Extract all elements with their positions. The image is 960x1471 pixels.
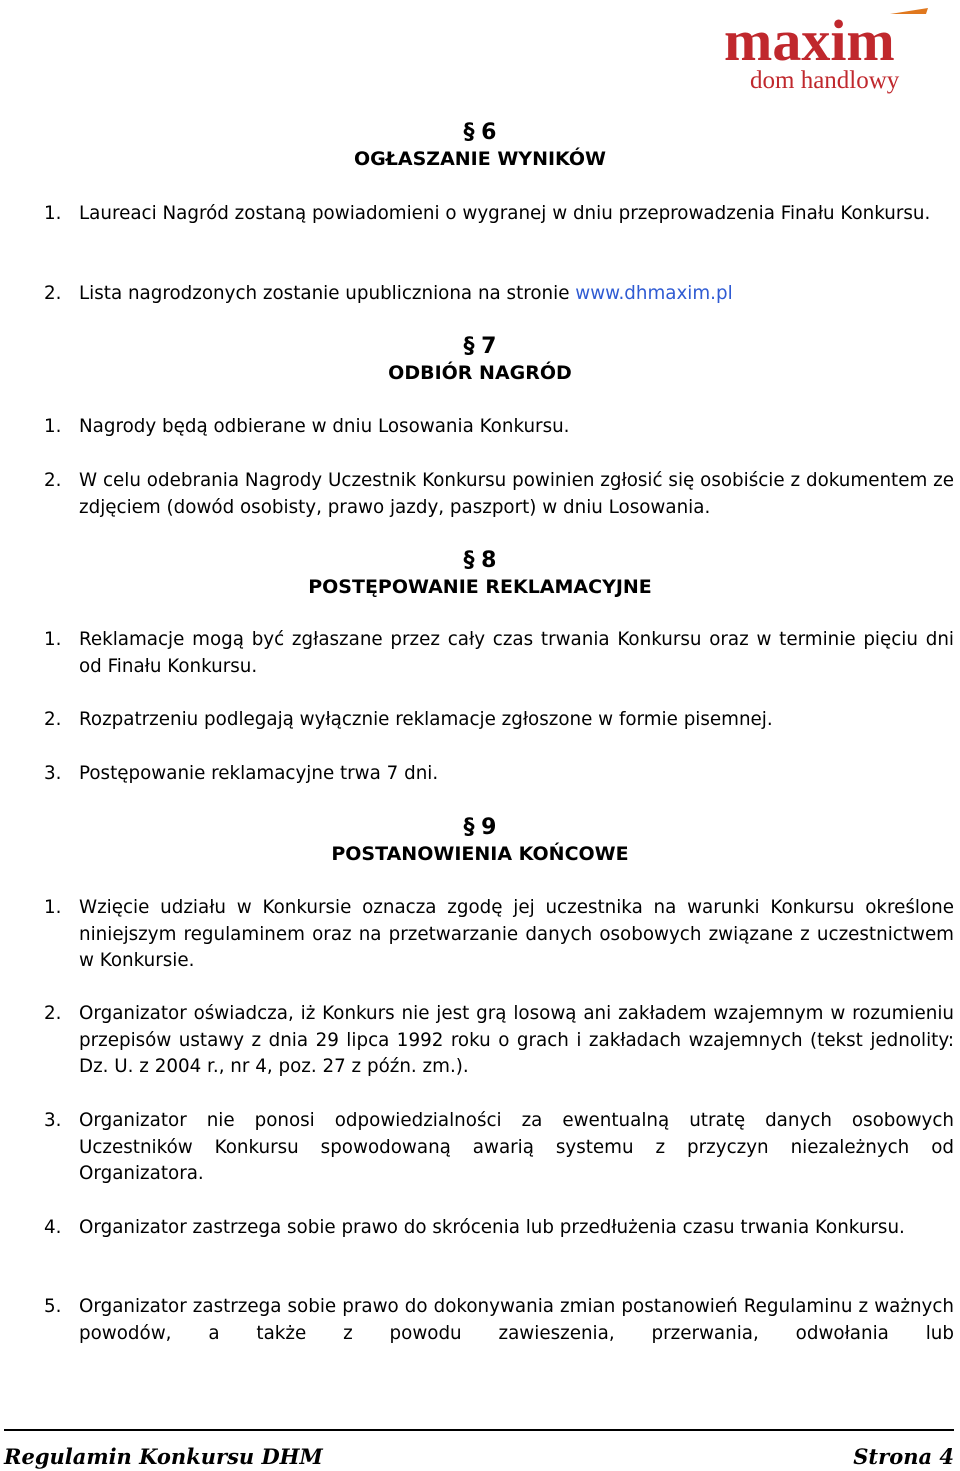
list-item-text: W celu odebrania Nagrody Uczestnik Konkursu powinien zgłosić się osobiście z dokumentem ze zdjęciem (dowód osobisty, prawo jazdy, paszport) w dniu Losowania.	[79, 470, 954, 518]
list-item-text: Organizator nie ponosi odpowiedzialności za ewentualną utratę danych osobowych Uczestników Konkursu spowodowaną awarią systemu z przyczyn niezależnych od Organizatora.	[79, 1110, 954, 1184]
footer-document-title: Regulamin Konkursu DHM	[4, 1444, 323, 1469]
logo-brand-text: maxim	[724, 8, 895, 73]
logo-tagline-text: dom handlowy	[750, 67, 900, 94]
list-item-text: Wzięcie udziału w Konkursie oznacza zgodę jej uczestnika na warunki Konkursu określone niniejszym regulaminem oraz na przetwarzanie danych osobowych związane z uczestnictwem w Konkursie.	[79, 897, 954, 971]
section-6-heading	[44, 120, 916, 172]
logo-accent-swoosh	[890, 8, 928, 14]
list-item-text: Nagrody będą odbierane w dniu Losowania Konkursu.	[79, 416, 570, 437]
list-item-text: Postępowanie reklamacyjne trwa 7 dni.	[79, 763, 439, 784]
section-title: ODBIÓR NAGRÓD	[388, 362, 572, 384]
paragraph-symbol: §	[463, 548, 475, 573]
section-title: OGŁASZANIE WYNIKÓW	[353, 148, 607, 170]
footer-page-number: Strona 4	[853, 1444, 954, 1469]
section-title: POSTANOWIENIA KOŃCOWE	[331, 843, 629, 865]
maxim-logo-graphic	[722, 8, 954, 94]
footer-divider	[4, 1429, 954, 1431]
maxim-logo	[722, 8, 954, 94]
list-item-text: Lista nagrodzonych zostanie upubliczniona na stronie www.dhmaxim.pl	[79, 283, 733, 304]
section-8-heading	[44, 548, 916, 600]
section-number: 8	[481, 548, 497, 573]
section-number: 6	[481, 120, 497, 145]
paragraph-symbol: §	[463, 334, 475, 359]
list-item-text: Rozpatrzeniu podlegają wyłącznie reklamacje zgłoszone w formie pisemnej.	[79, 709, 773, 730]
section-number: 7	[481, 334, 497, 359]
list-item-text: Organizator zastrzega sobie prawo do dokonywania zmian postanowień Regulaminu z ważnych powodów, a także z powodu zawieszenia, przerwania, odwołania lub	[79, 1296, 954, 1344]
list-item-text: Organizator zastrzega sobie prawo do skrócenia lub przedłużenia czasu trwania Konkursu.	[79, 1217, 905, 1238]
list-item-text: Organizator oświadcza, iż Konkurs nie jest grą losową ani zakładem wzajemnym w rozumieniu przepisów ustawy z dnia 29 lipca 1992 roku o grach i zakładach wzajemnych (tekst jednolity: Dz. U. z 2004 r., nr 4, poz. 27 z późn. zm.).	[79, 1003, 954, 1077]
paragraph-symbol: §	[463, 815, 475, 840]
section-title: POSTĘPOWANIE REKLAMACYJNE	[308, 576, 652, 598]
page-footer	[4, 1440, 954, 1471]
paragraph-symbol: §	[463, 120, 475, 145]
list-item-text: Laureaci Nagród zostaną powiadomieni o wygranej w dniu przeprowadzenia Finału Konkursu.	[79, 203, 931, 224]
website-link[interactable]: www.dhmaxim.pl	[575, 283, 733, 304]
section-number: 9	[481, 815, 497, 840]
section-7-heading	[44, 334, 916, 386]
list-item-text: Reklamacje mogą być zgłaszane przez cały czas trwania Konkursu oraz w terminie pięciu dni od Finału Konkursu.	[79, 629, 954, 677]
section-9-heading	[44, 815, 916, 867]
